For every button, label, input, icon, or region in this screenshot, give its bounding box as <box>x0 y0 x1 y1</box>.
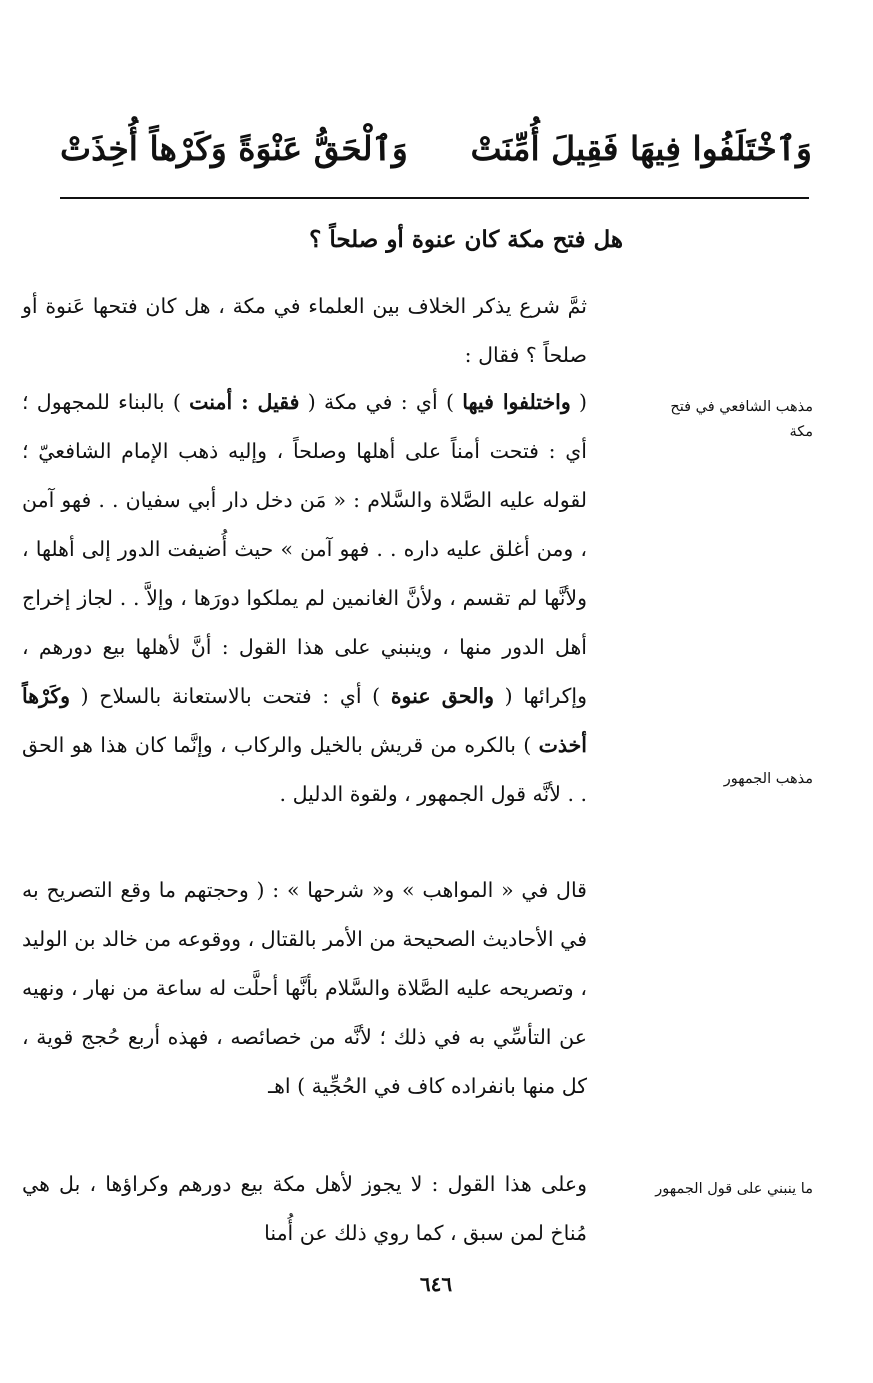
paragraph-consequence: وعلى هذا القول : لا يجوز لأهل مكة بيع دورهم وكراؤها ، بل هي مُناخ لمن سبق ، كما روي ذلك عن أُمنا <box>22 1172 587 1245</box>
matn-quote-akhidhat: وكَرْهاً أخذت <box>22 684 587 757</box>
margin-note-shafii: مذهب الشافعي في فتح مكة <box>670 399 813 440</box>
page-number: ٦٤٦ <box>419 1272 453 1296</box>
margin-note-jumhur: مذهب الجمهور <box>723 771 813 787</box>
section-title: هل فتح مكة كان عنوة أو صلحاً ؟ <box>309 226 623 253</box>
margin-note-consequence: ما ينبني على قول الجمهور <box>655 1181 813 1197</box>
paragraph-intro: ثمَّ شرع يذكر الخلاف بين العلماء في مكة ، هل كان فتحها عَنوة أو صلحاً ؟ فقال : <box>22 294 587 367</box>
header-divider <box>60 197 809 199</box>
matn-quote-amnat: فقيل : أمنت <box>189 390 300 414</box>
text-run: ) أي : في مكة ( <box>299 390 463 414</box>
text-run: ( <box>570 390 588 414</box>
paragraph-commentary <box>22 378 623 863</box>
text-run: ) أي : فتحت بالاستعانة بالسلاح ( <box>70 684 391 708</box>
paragraph-mawahib-quote: قال في « المواهب » و« شرحها » : ( وحجتهم ما وقع التصريح به في الأحاديث الصحيحة من الأمر بالقتال ، ووقوعه من خالد بن الوليد ، وتصريحه عليه الصَّلاة والسَّلام بأنَّها أحلَّت له ساعة من نهار ، ونهيه عن التأسِّي به في ذلك ؛ لأنَّه من خصائصه ، فهذه أربع حُجج قوية ، كل منها بانفراده كاف في الحُجِّية ) اهـ <box>22 878 587 1098</box>
verse-header <box>60 118 812 178</box>
matn-quote-disagreement: واختلفوا فيها <box>462 390 571 414</box>
text-run: ) بالكره من قريش بالخيل والركاب ، وإنَّما كان هذا هو الحق . . لأنَّه قول الجمهور ، ولقوة الدليل . <box>22 733 587 806</box>
text-run: ) بالبناء للمجهول ؛ أي : فتحت أمناً على أهلها وصلحاً ، وإليه ذهب الإمام الشافعيّ ؛ لقوله عليه الصَّلاة والسَّلام : « مَن دخل دار أبي سفيان . . فهو آمن ، ومن أغلق عليه داره . . فهو آمن » حيث أُضيفت الدور إلى أهلها ، ولأنَّها لم تقسم ، ولأنَّ الغانمين لم يملكوا دورَها ، وإلاَّ . . لجاز إخراج أهل الدور منها ، وينبني على هذا القول : أنَّ لأهلها بيع دورهم ، وإكرائها ( <box>22 390 587 708</box>
verse-hemistich-left: وَٱلْحَقُّ عَنْوَةً وَكَرْهاً أُخِذَتْ <box>60 128 408 168</box>
matn-quote-anwa: والحق عنوة <box>390 684 494 708</box>
verse-hemistich-right: وَٱخْتَلَفُوا فِيهَا فَقِيلَ أُمِّنَتْ <box>470 128 812 168</box>
